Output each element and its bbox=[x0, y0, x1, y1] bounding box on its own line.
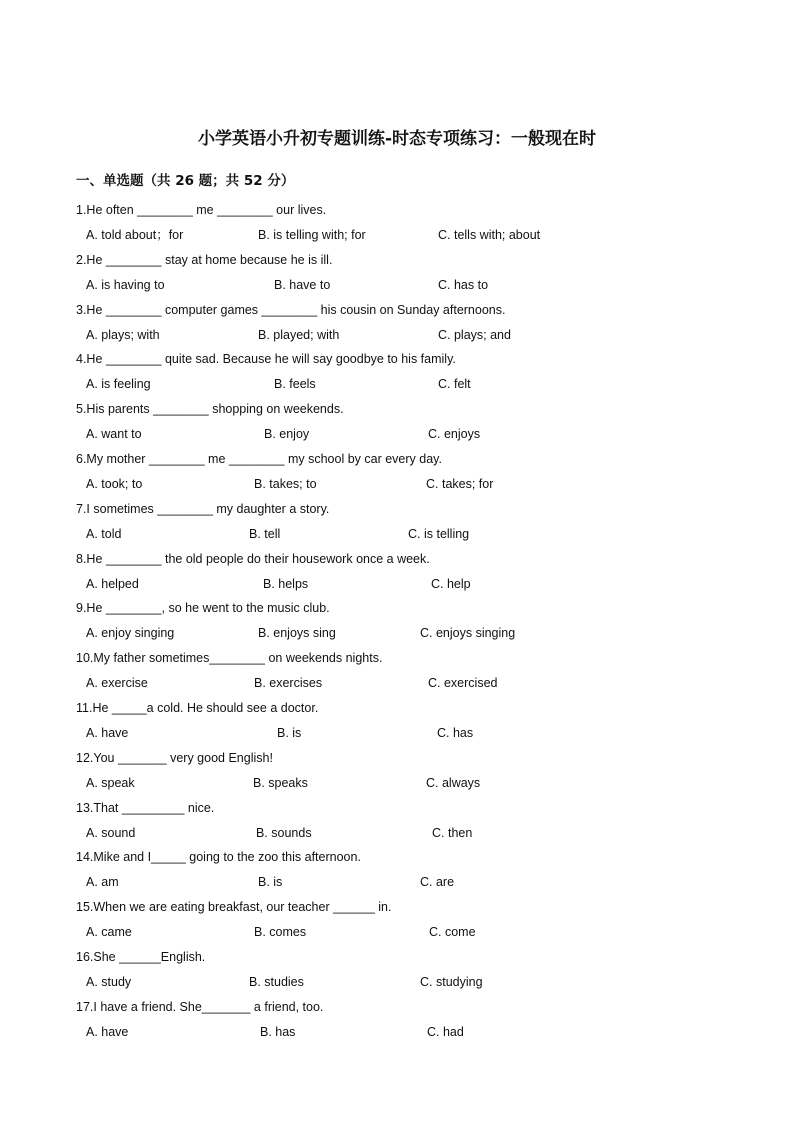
question-item bbox=[0, 301, 794, 351]
option-a: A. is feeling bbox=[86, 377, 151, 392]
option-c: C. tells with; about bbox=[438, 228, 541, 242]
option-a: A. told about；for bbox=[86, 228, 184, 242]
option-a: A. told bbox=[86, 526, 122, 541]
option-b: B. speaks bbox=[253, 775, 308, 790]
question-list bbox=[0, 201, 794, 1048]
option-b: B. comes bbox=[254, 925, 307, 940]
option-c: C. are bbox=[420, 875, 455, 890]
question-stem: 7.I sometimes ________ my daughter a story. bbox=[76, 501, 330, 516]
option-c: C. enjoys singing bbox=[420, 626, 516, 641]
option-c: C. enjoys bbox=[428, 427, 481, 442]
question-stem: 8.He ________ the old people do their housework once a week. bbox=[76, 551, 430, 566]
question-item bbox=[0, 450, 794, 500]
option-c: C. is telling bbox=[408, 526, 470, 541]
question-stem: 4.He ________ quite sad. Because he will say goodbye to his family. bbox=[76, 352, 456, 367]
option-c: C. has to bbox=[438, 277, 489, 292]
question-stem: 12.You _______ very good English! bbox=[76, 750, 273, 765]
option-a: A. am bbox=[86, 875, 119, 890]
option-a: A. have bbox=[86, 1024, 129, 1039]
question-item bbox=[0, 799, 794, 849]
question-item bbox=[0, 948, 794, 998]
section-heading: 一、单选题（共 26 题；共 52 分） bbox=[76, 173, 295, 189]
option-a: A. sound bbox=[86, 825, 136, 840]
option-b: B. enjoy bbox=[264, 427, 310, 442]
option-b: B. studies bbox=[249, 974, 304, 989]
option-a: A. enjoy singing bbox=[86, 626, 175, 641]
option-b: B. helps bbox=[263, 576, 309, 591]
option-c: C. takes; for bbox=[426, 476, 494, 491]
question-item bbox=[0, 998, 794, 1048]
option-a: A. have bbox=[86, 725, 129, 740]
option-c: C. help bbox=[431, 576, 471, 591]
question-item bbox=[0, 649, 794, 699]
option-c: C. then bbox=[432, 825, 473, 840]
question-stem: 11.He _____a cold. He should see a doctor. bbox=[76, 700, 319, 715]
option-a: A. helped bbox=[86, 576, 139, 591]
option-b: B. exercises bbox=[254, 676, 323, 691]
option-c: C. had bbox=[427, 1024, 464, 1039]
option-a: A. plays; with bbox=[86, 327, 160, 342]
question-stem: 6.My mother ________ me ________ my school by car every day. bbox=[76, 451, 442, 466]
option-c: C. studying bbox=[420, 974, 483, 989]
question-stem: 9.He ________, so he went to the music club. bbox=[76, 601, 330, 616]
question-item bbox=[0, 350, 794, 400]
document-title: 小学英语小升初专题训练-时态专项练习：一般现在时 bbox=[197, 129, 597, 149]
question-stem: 15.When we are eating breakfast, our teacher ______ in. bbox=[76, 900, 392, 915]
question-item bbox=[0, 201, 794, 251]
option-a: A. want to bbox=[86, 427, 142, 442]
option-b: B. takes; to bbox=[254, 476, 317, 491]
option-b: B. tell bbox=[249, 526, 281, 541]
option-a: A. study bbox=[86, 974, 132, 989]
question-stem: 5.His parents ________ shopping on weekends. bbox=[76, 402, 344, 417]
option-a: A. speak bbox=[86, 775, 135, 790]
option-b: B. feels bbox=[274, 377, 316, 392]
question-stem: 2.He ________ stay at home because he is ill. bbox=[76, 252, 333, 267]
option-c: C. come bbox=[429, 925, 476, 940]
option-c: C. felt bbox=[438, 377, 471, 392]
question-item bbox=[0, 749, 794, 799]
question-stem: 13.That _________ nice. bbox=[76, 800, 215, 815]
question-item bbox=[0, 400, 794, 450]
option-a: A. is having to bbox=[86, 277, 165, 292]
option-b: B. sounds bbox=[256, 825, 312, 840]
question-stem: 17.I have a friend. She_______ a friend, too. bbox=[76, 999, 324, 1014]
option-a: A. took; to bbox=[86, 476, 143, 491]
question-stem: 16.She ______English. bbox=[76, 949, 206, 964]
question-stem: 3.He ________ computer games ________ his cousin on Sunday afternoons. bbox=[76, 302, 506, 317]
option-a: A. came bbox=[86, 925, 132, 940]
question-stem: 10.My father sometimes________ on weekends nights. bbox=[76, 651, 383, 666]
question-stem: 14.Mike and I_____ going to the zoo this afternoon. bbox=[76, 850, 361, 865]
question-stem: 1.He often ________ me ________ our lives. bbox=[76, 203, 327, 217]
option-b: B. has bbox=[260, 1024, 296, 1039]
question-item bbox=[0, 251, 794, 301]
question-item bbox=[0, 898, 794, 948]
option-b: B. is bbox=[258, 875, 283, 890]
option-b: B. is bbox=[277, 725, 302, 740]
option-b: B. is telling with; for bbox=[258, 228, 366, 242]
question-item bbox=[0, 848, 794, 898]
option-c: C. plays; and bbox=[438, 327, 511, 342]
option-c: C. always bbox=[426, 775, 481, 790]
question-item bbox=[0, 550, 794, 600]
question-item bbox=[0, 599, 794, 649]
option-c: C. has bbox=[437, 725, 474, 740]
option-b: B. played; with bbox=[258, 327, 340, 342]
option-a: A. exercise bbox=[86, 676, 148, 691]
option-c: C. exercised bbox=[428, 676, 498, 691]
question-item bbox=[0, 699, 794, 749]
option-b: B. enjoys sing bbox=[258, 626, 336, 641]
option-b: B. have to bbox=[274, 277, 331, 292]
question-item bbox=[0, 500, 794, 550]
